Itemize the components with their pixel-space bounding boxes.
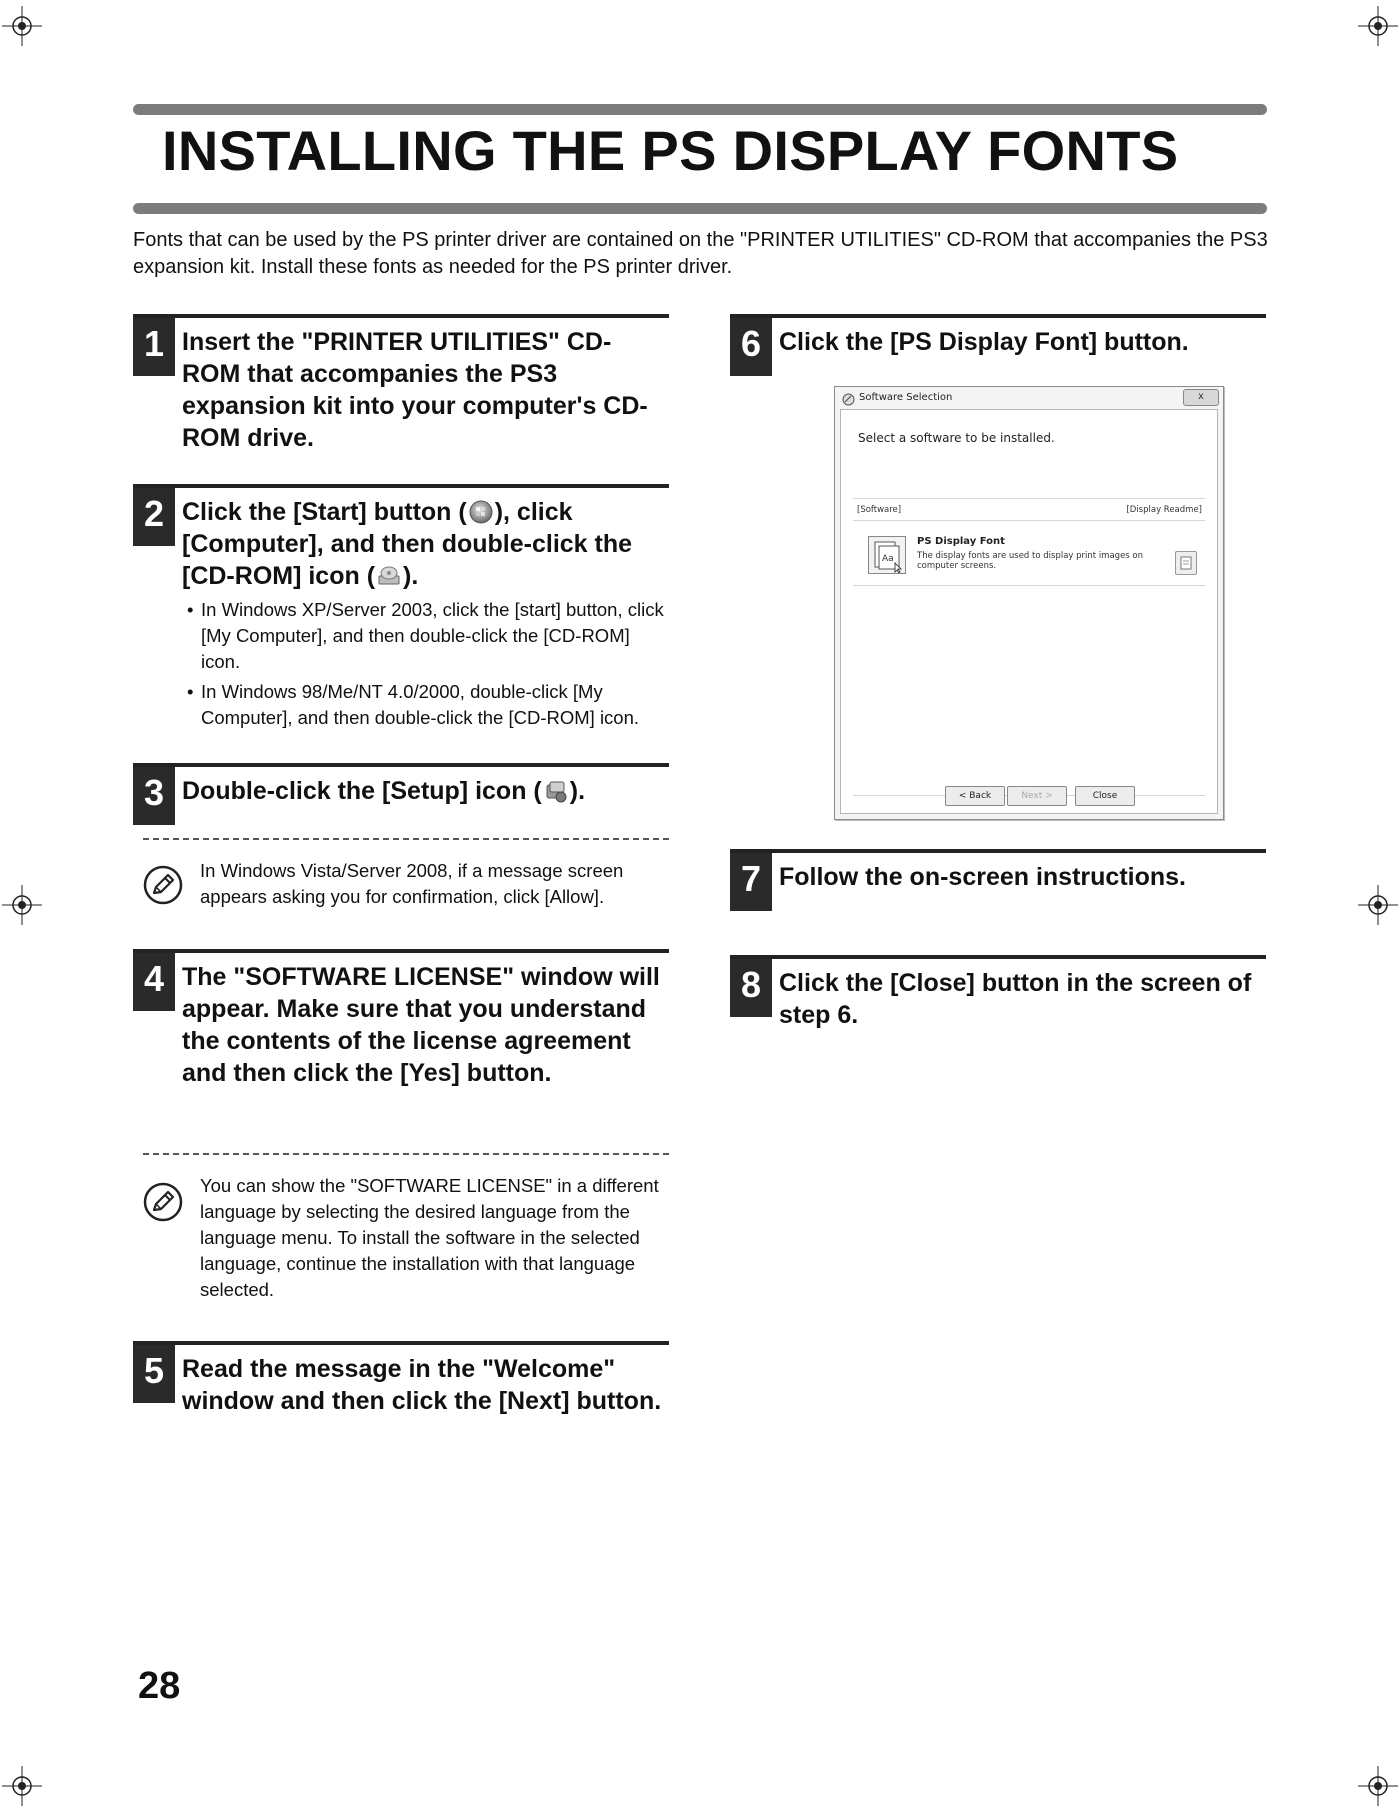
divider [853,498,1205,499]
close-icon[interactable]: x [1183,389,1219,406]
windows-start-orb-icon [468,499,494,525]
dialog-title: Software Selection [859,392,953,403]
step-text: Follow the on-screen instructions. [779,863,1186,891]
dialog-titlebar [835,387,1223,409]
step-number: 6 [730,318,772,376]
software-item-description: The display fonts are used to display print images on computer screens. [917,551,1144,571]
step-text: The "SOFTWARE LICENSE" window will appear. Make sure that you understand the contents of the license agreement and then click the [Yes] button. [182,963,660,1087]
registration-mark-icon [1358,1766,1398,1806]
page-title: INSTALLING THE PS DISPLAY FONTS [162,119,1179,182]
intro-paragraph: Fonts that can be used by the PS printer driver are contained on the "PRINTER UTILITIES" CD-ROM that accompanies the PS3 expansion kit. Install these fonts as needed for the PS printer driver. [133,229,1268,278]
step-number: 7 [730,853,772,911]
page-number: 28 [138,1665,181,1707]
step-number: 5 [133,1345,175,1403]
software-item-name: PS Display Font [917,536,1005,547]
note-text: In Windows Vista/Server 2008, if a message screen appears asking you for confirmation, click [Allow]. [200,860,624,907]
step-7 [730,849,1266,915]
display-readme-button[interactable] [1175,551,1197,575]
ps-display-font-button[interactable] [868,536,906,574]
divider [853,520,1205,521]
app-icon [842,391,855,404]
note-vista [143,838,669,920]
step-4 [133,949,669,1143]
cd-rom-drive-icon [376,563,402,589]
step-text: Click the [Close] button in the screen of step 6. [779,969,1252,1029]
step-8 [730,955,1266,1039]
back-button[interactable]: < Back [945,786,1005,806]
list-item: • In Windows 98/Me/NT 4.0/2000, double-click [My Computer], and then double-click the [CD-ROM] icon. [184,679,664,731]
note-text: You can show the "SOFTWARE LICENSE" in a different language by selecting the desired language from the language menu. To install the software in the selected language, continue the installation with that language selected. [200,1175,659,1300]
step-1 [133,314,669,452]
setup-icon [543,778,569,804]
step-6 [730,314,1266,380]
step-text: Insert the "PRINTER UTILITIES" CD-ROM that accompanies the PS3 expansion kit into your computer's CD-ROM drive. [182,328,648,452]
close-button[interactable]: Close [1075,786,1135,806]
registration-mark-icon [1358,885,1398,925]
column-header-software: [Software] [857,505,902,515]
pencil-note-icon [143,1182,183,1222]
step-text [182,775,668,807]
svg-text:Aa: Aa [882,554,894,564]
step-number: 8 [730,959,772,1017]
step-number: 1 [133,318,175,376]
title-rule-top [133,104,1267,115]
next-button[interactable]: Next > [1007,786,1067,806]
step-text-part: Click the [Start] button ( [182,498,467,526]
title-rule-bottom [133,203,1267,214]
registration-mark-icon [1358,6,1398,46]
step-text [182,496,668,592]
step-number: 2 [133,488,175,546]
step-text-part: ), click [Computer], and then double-click the [CD-ROM] icon ( [182,498,633,590]
column-header-readme: [Display Readme] [1126,505,1202,515]
registration-mark-icon [2,6,42,46]
step-text: Click the [PS Display Font] button. [779,328,1189,356]
note-language [143,1153,669,1315]
step-number: 3 [133,767,175,825]
step-2 [133,484,669,588]
step-text-part: Double-click the [Setup] icon ( [182,777,542,805]
registration-mark-icon [2,885,42,925]
dialog-prompt: Select a software to be installed. [858,431,1055,445]
registration-mark-icon [2,1766,42,1806]
software-selection-dialog [834,386,1224,820]
step-text-part: ). [403,562,419,590]
step-text-part: ). [569,777,586,805]
step-5 [133,1341,669,1455]
step-text: Read the message in the "Welcome" window and then click the [Next] button. [182,1355,662,1415]
list-item: • In Windows XP/Server 2003, click the [start] button, click [My Computer], and then double-click the [CD-ROM] icon. [184,597,664,675]
step-2-bullets [184,597,664,735]
dialog-body [840,409,1218,814]
step-number: 4 [133,953,175,1011]
divider [853,585,1205,586]
step-3 [133,763,669,829]
pencil-note-icon [143,865,183,905]
